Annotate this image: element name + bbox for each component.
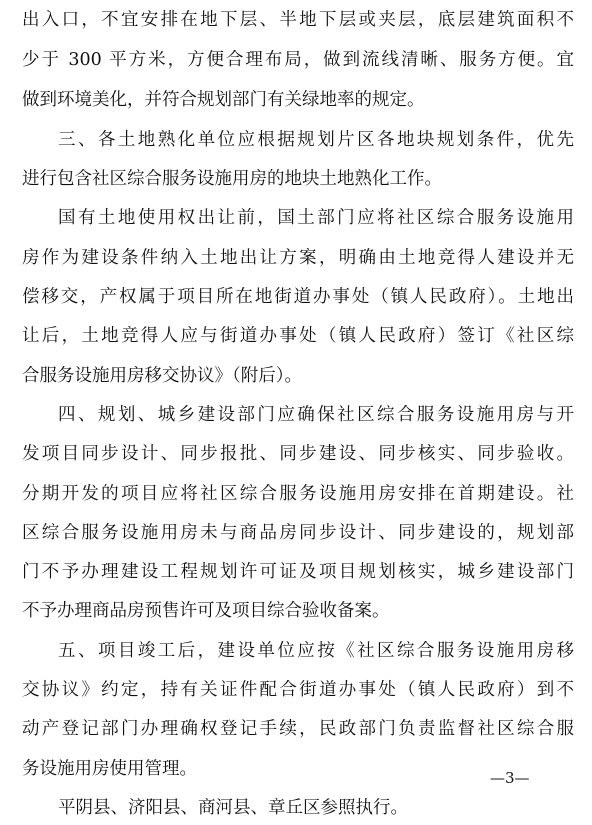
text-line: 出入口，不宜安排在地下层、半地下层或夹层，底层建筑面积不 [22,10,574,30]
text-line: 务设施用房使用管理。 [22,759,197,779]
text-line: 门不予办理建设工程规划许可证及项目规划核实，城乡建设部门 [22,562,574,582]
paragraph-5-heading-line: 五、项目竣工后，建设单位应按《社区综合服务设施用房移 [58,641,574,661]
text-line: 做到环境美化，并符合规划部门有关绿地率的规定。 [22,90,425,110]
paragraph-3-heading-line: 三、各土地熟化单位应根据规划片区各地块规划条件，优先 [58,130,574,150]
text-line: 国有土地使用权出让前，国土部门应将社区综合服务设施用 [58,208,574,228]
text-line: 让后，土地竞得人应与街道办事处（镇人民政府）签订《社区综 [22,326,574,346]
page-number: —3— [490,769,530,787]
text-line: 不予办理商品房预售许可及项目综合验收备案。 [22,601,390,621]
text-line: 合服务设施用房移交协议》（附后）。 [22,366,302,386]
text-line: 交协议》约定，持有关证件配合街道办事处（镇人民政府）到不 [22,680,574,700]
text-line: 房作为建设条件纳入土地出让方案，明确由土地竞得人建设并无 [22,248,574,268]
text-line: 偿移交，产权属于项目所在地街道办事处（镇人民政府）。土地出 [22,287,574,307]
text-line: 平阴县、济阳县、商河县、章丘区参照执行。 [58,798,408,818]
text-line: 发项目同步设计、同步报批、同步建设、同步核实、同步验收。 [22,444,574,464]
text-line: 少于 300 平方米，方便合理布局，做到流线清晰、服务方便。宜 [22,50,574,70]
text-line: 分期开发的项目应将社区综合服务设施用房安排在首期建设。社 [22,484,574,504]
text-line: 进行包含社区综合服务设施用房的地块土地熟化工作。 [22,169,442,189]
text-line: 动产登记部门办理确权登记手续，民政部门负责监督社区综合服 [22,719,574,739]
text-line: 区综合服务设施用房未与商品房同步设计、同步建设的，规划部 [22,523,574,543]
paragraph-4-heading-line: 四、规划、城乡建设部门应确保社区综合服务设施用房与开 [58,405,574,425]
